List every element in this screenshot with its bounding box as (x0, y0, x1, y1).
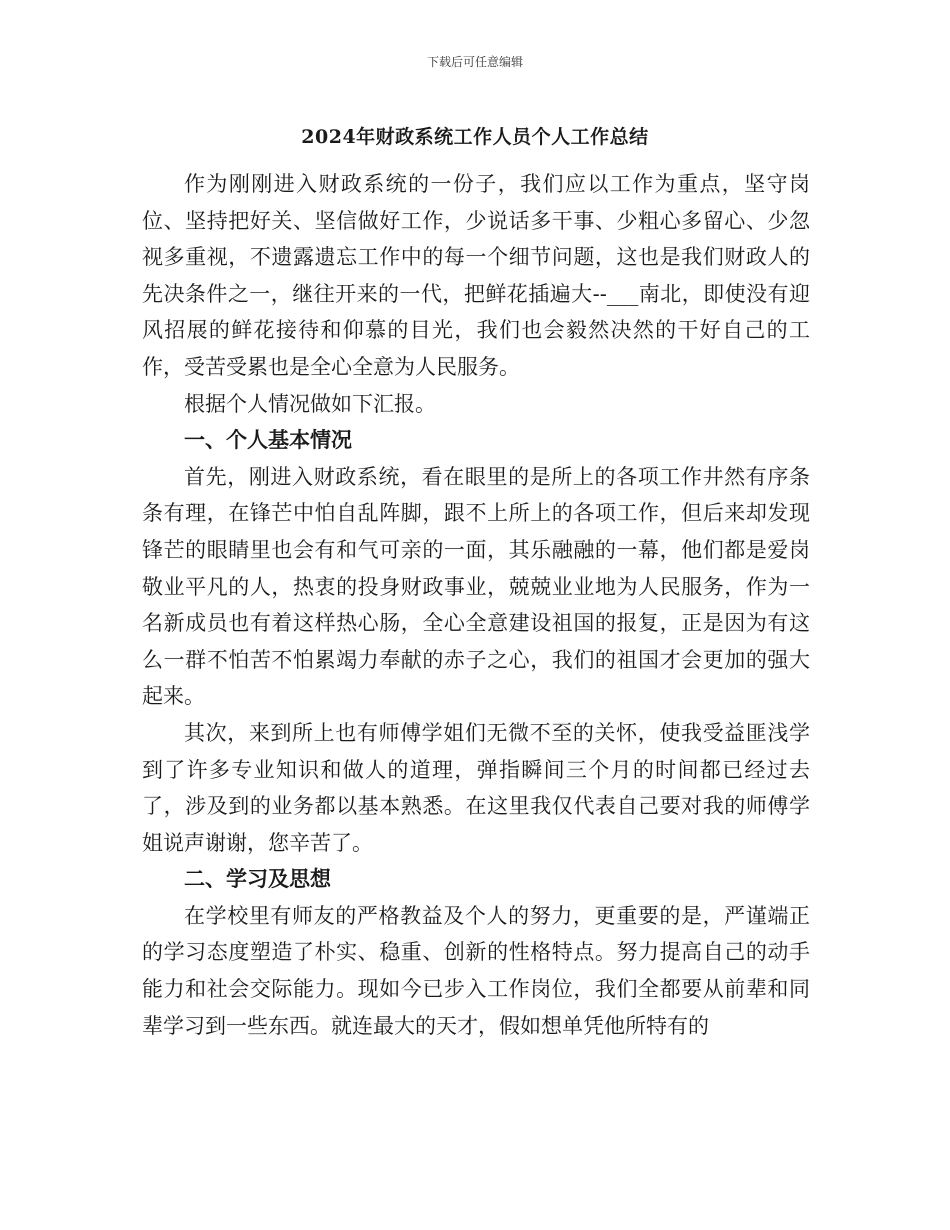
paragraph-study: 在学校里有师友的严格教益及个人的努力，更重要的是，严谨端正的学习态度塑造了朴实、稳重、创新的性格特点。努力提高自己的动手能力和社会交际能力。现如今已步入工作岗位，我们全都要从前辈和同辈学习到一些东西。就连最大的天才，假如想单凭他所特有的 (142, 903, 810, 1038)
paragraph-intro: 作为刚刚进入财政系统的一份子，我们应以工作为重点，坚守岗位、坚持把好关、坚信做好工作，少说话多干事、少粗心多留心、少忽视多重视，不遗露遗忘工作中的每一个细节问题，这也是我们财政人的先决条件之一，继往开来的一代，把鲜花插遍大--___南北，即使没有迎风招展的鲜花接待和仰慕的目光，我们也会毅然决然的干好自己的工作，受苦受累也是全心全意为人民服务。 (142, 172, 810, 379)
paragraph-report-note: 根据个人情况做如下汇报。 (184, 391, 436, 416)
document-body (142, 166, 810, 1044)
paragraph-second: 其次，来到所上也有师傅学姐们无微不至的关怀，使我受益匪浅学到了许多专业知识和做人的道理，弹指瞬间三个月的时间都已经过去了，涉及到的业务都以基本熟悉。在这里我仅代表自己要对我的师傅学姐说声谢谢，您辛苦了。 (142, 720, 810, 855)
section-heading-study: 二、学习及思想 (184, 866, 331, 892)
paragraph-first: 首先，刚进入财政系统，看在眼里的是所上的各项工作井然有序条条有理，在锋芒中怕自乱阵脚，跟不上所上的各项工作，但后来却发现锋芒的眼睛里也会有和气可亲的一面，其乐融融的一幕，他们都是爱岗敬业平凡的人，热衷的投身财政事业，兢兢业业地为人民服务，作为一名新成员也有着这样热心肠，全心全意建设祖国的报复，正是因为有这么一群不怕苦不怕累竭力奉献的赤子之心，我们的祖国才会更加的强大起来。 (142, 464, 810, 709)
document-title: 2024年财政系统工作人员个人工作总结 (301, 126, 649, 148)
header-note: 下载后可任意编辑 (426, 55, 523, 69)
section-heading-basic-info: 一、个人基本情况 (184, 427, 352, 453)
